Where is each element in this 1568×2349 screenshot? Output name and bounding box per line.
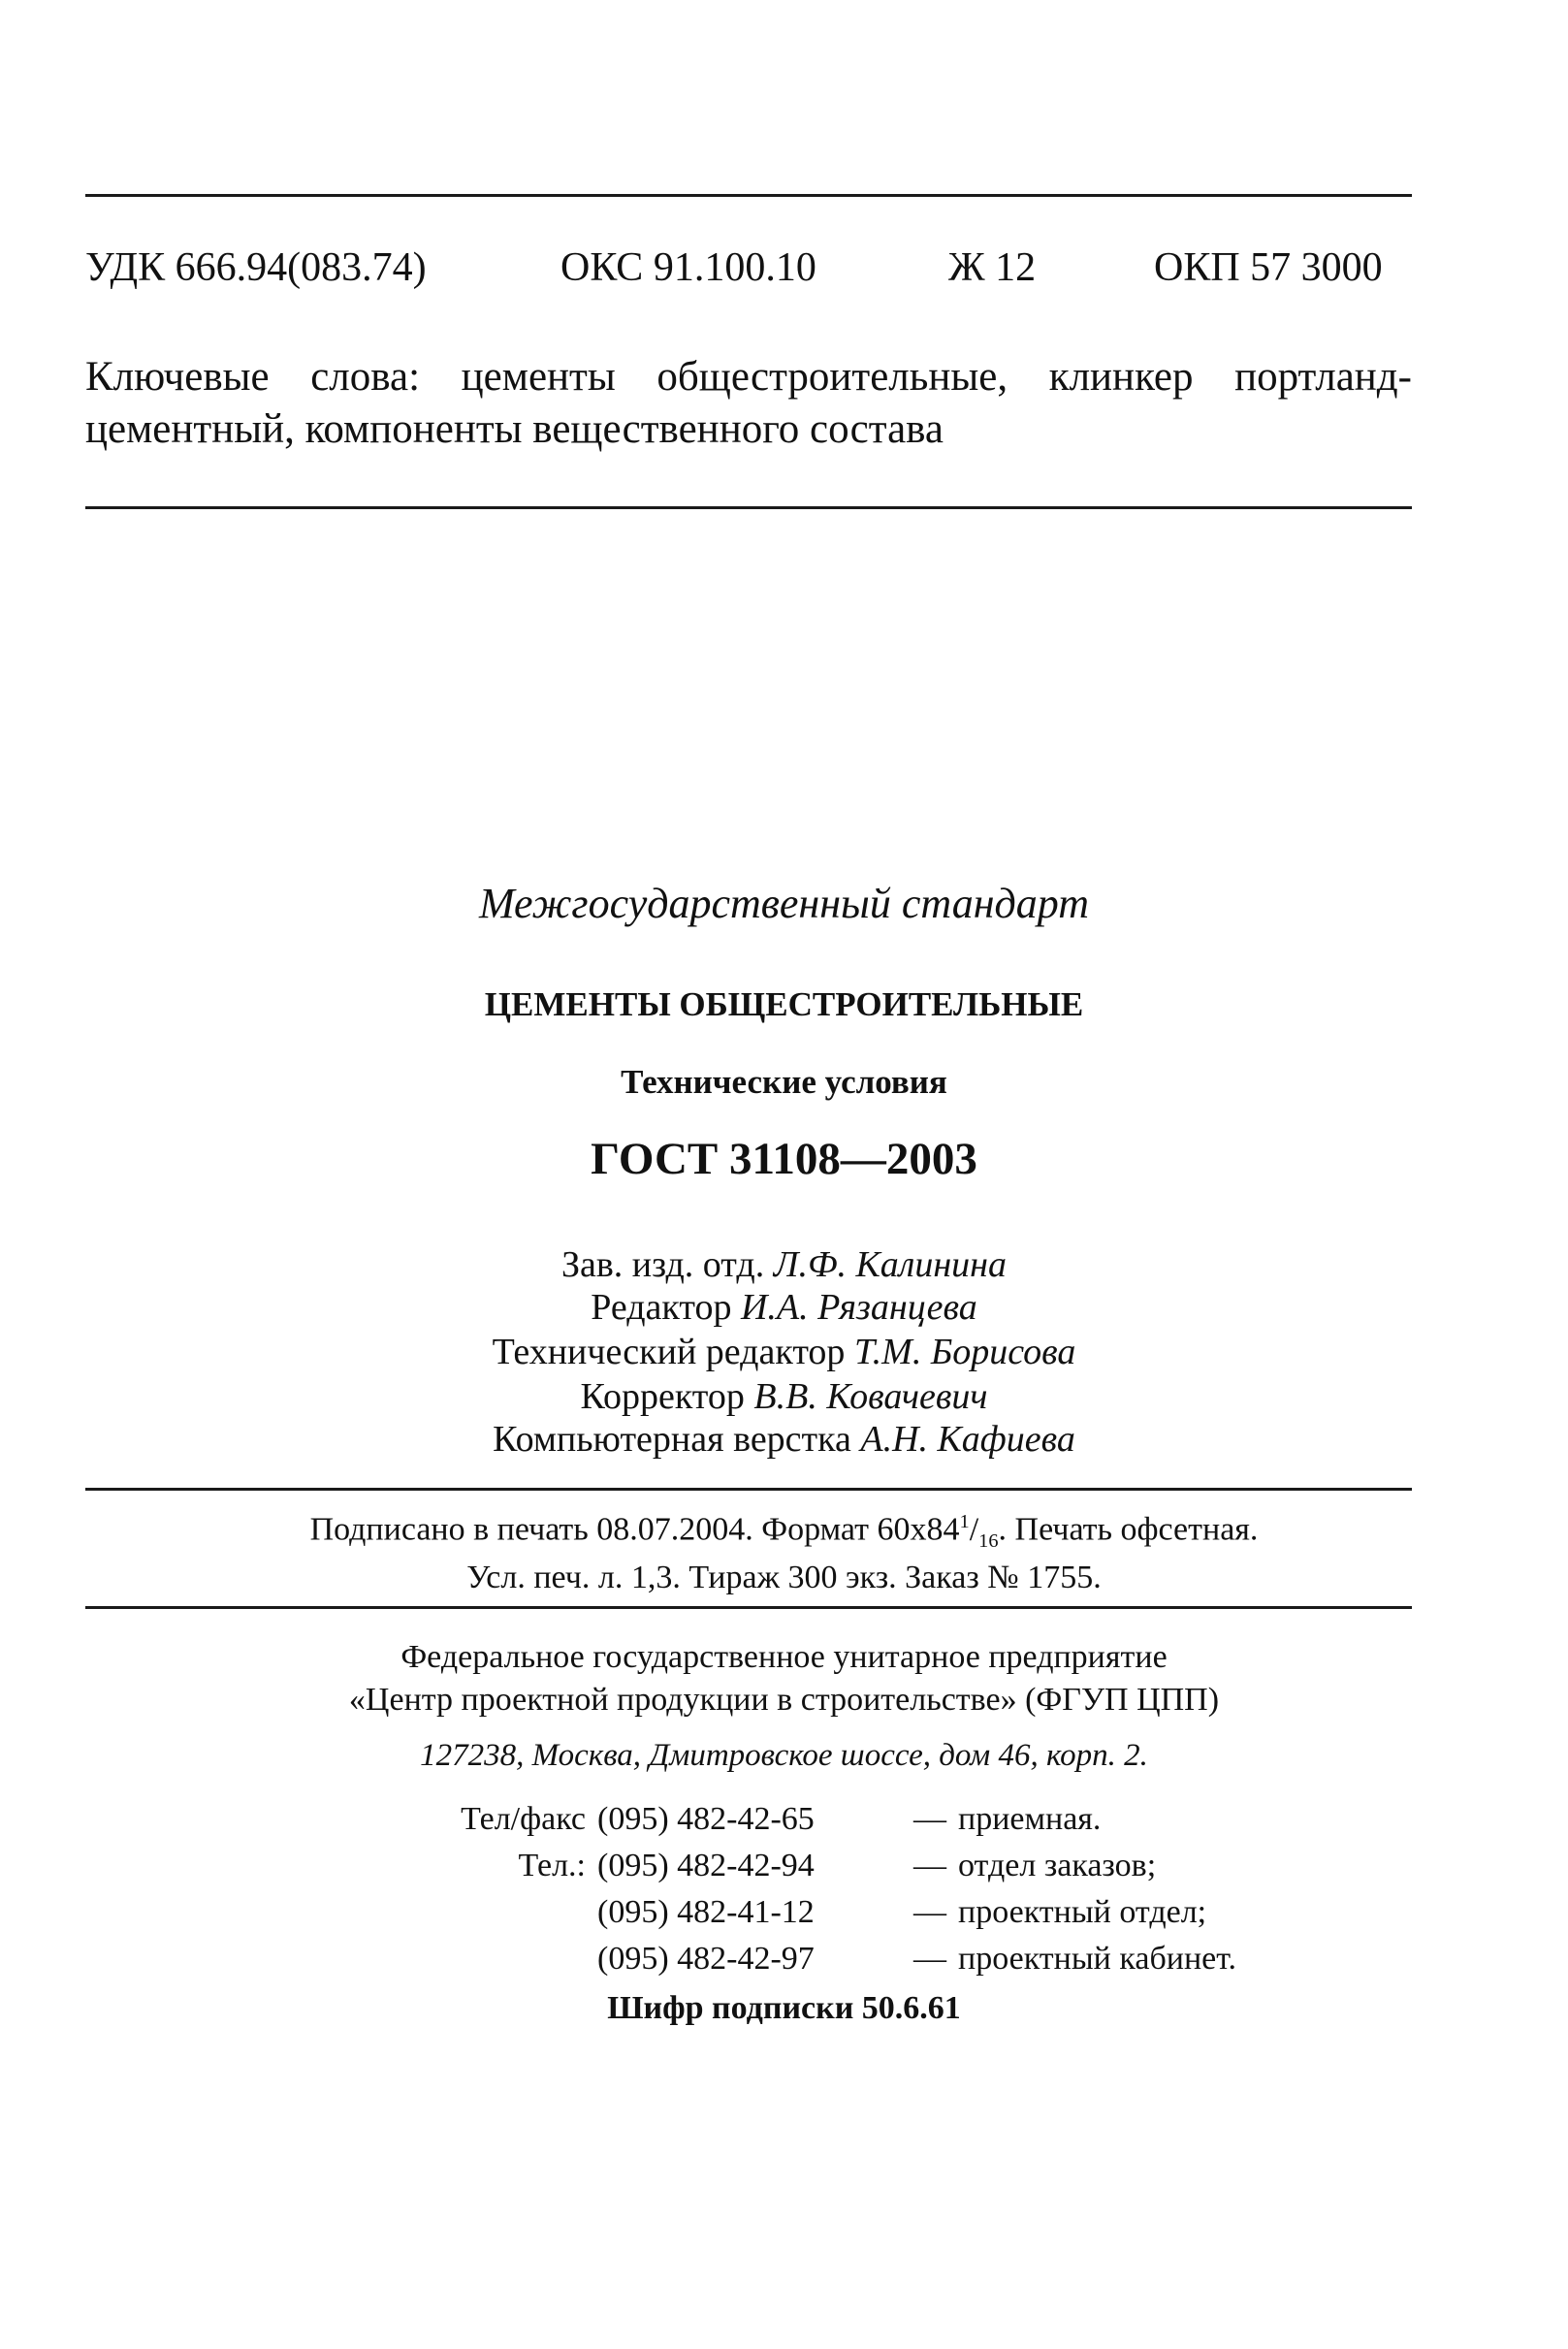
contact-label: Тел.:: [518, 1848, 586, 1883]
udk-code: УДК 666.94(083.74): [85, 245, 427, 290]
contact-dash: —: [913, 1941, 946, 1977]
subscription-code: Шифр подписки 50.6.61: [607, 1990, 961, 2026]
top-rule: [85, 194, 1412, 197]
contact-desc: проектный кабинет.: [958, 1941, 1237, 1977]
credit-role: Технический редактор: [492, 1332, 846, 1372]
contact-row: [429, 1936, 1236, 1982]
contact-dash: —: [913, 1848, 946, 1883]
imprint-signed: Подписано в печать 08.07.2004. Формат 60х84: [309, 1511, 960, 1548]
imprint-bottom-rule: [85, 1606, 1412, 1609]
contact-row: [429, 1889, 1236, 1936]
publisher-line-1: Федеральное государственное унитарное предприятие: [400, 1639, 1168, 1675]
contact-label: [429, 1936, 597, 1982]
keywords-bottom-rule: [85, 506, 1412, 509]
credit-name: А.Н. Кафиева: [860, 1419, 1075, 1460]
contact-label: [429, 1889, 597, 1936]
contact-number: (095) 482-42-65: [597, 1801, 815, 1837]
contact-number: (095) 482-41-12: [597, 1894, 815, 1930]
credit-line: [0, 1331, 1568, 1373]
contact-number: (095) 482-42-94: [597, 1848, 815, 1883]
publisher-address: 127238, Москва, Дмитровское шоссе, дом 46, корп. 2.: [420, 1738, 1148, 1773]
format-sup: 1: [959, 1511, 970, 1532]
credit-name: И.А. Рязанцева: [740, 1287, 977, 1328]
print-type: . Печать офсетная.: [998, 1511, 1259, 1548]
imprint-line-2: Усл. печ. л. 1,3. Тираж 300 экз. Заказ № 1755.: [466, 1560, 1102, 1595]
contact-row: [429, 1843, 1236, 1889]
standard-title: ЦЕМЕНТЫ ОБЩЕСТРОИТЕЛЬНЫЕ: [484, 985, 1084, 1023]
imprint-top-rule: [85, 1488, 1412, 1491]
okp-code: ОКП 57 3000: [1154, 245, 1383, 290]
oks-code: ОКС 91.100.10: [560, 245, 816, 290]
credit-role: Редактор: [591, 1287, 732, 1328]
credit-name: Л.Ф. Калинина: [773, 1244, 1008, 1285]
credit-line: [0, 1375, 1568, 1418]
credit-role: Зав. изд. отд.: [560, 1244, 765, 1285]
credit-line: [0, 1286, 1568, 1329]
credit-name: В.В. Ковачевич: [753, 1376, 988, 1417]
contact-desc: проектный отдел;: [958, 1894, 1207, 1930]
standard-code: ГОСТ 31108—2003: [591, 1134, 977, 1184]
format-slash: /: [969, 1511, 979, 1548]
contacts-list: [429, 1796, 1236, 1982]
contact-dash: —: [913, 1801, 946, 1837]
zh-code: Ж 12: [948, 245, 1037, 290]
credit-role: Корректор: [580, 1376, 745, 1417]
contact-label: Тел/факс: [461, 1801, 586, 1837]
contact-row: [429, 1796, 1236, 1843]
contact-desc: приемная.: [958, 1801, 1102, 1837]
credit-name: Т.М. Борисова: [853, 1332, 1076, 1372]
contact-dash: —: [913, 1894, 946, 1930]
keywords-line-2: цементный, компоненты вещественного состава: [85, 406, 944, 452]
standard-subtitle: Технические условия: [621, 1063, 947, 1101]
credit-line: [0, 1243, 1568, 1286]
publisher-line-2: «Центр проектной продукции в строительстве» (ФГУП ЦПП): [348, 1682, 1220, 1718]
credit-line: [0, 1418, 1568, 1461]
credit-role: Компьютерная верстка: [493, 1419, 851, 1460]
format-sub: 16: [978, 1530, 999, 1553]
contact-number: (095) 482-42-97: [597, 1941, 815, 1977]
contact-desc: отдел заказов;: [958, 1848, 1157, 1883]
standard-type: Межгосударственный стандарт: [479, 880, 1089, 927]
imprint-signed-line: [0, 1511, 1568, 1553]
keywords-line-1: Ключевые слова: цементы общестроительные, клинкер портланд-: [85, 354, 1412, 400]
